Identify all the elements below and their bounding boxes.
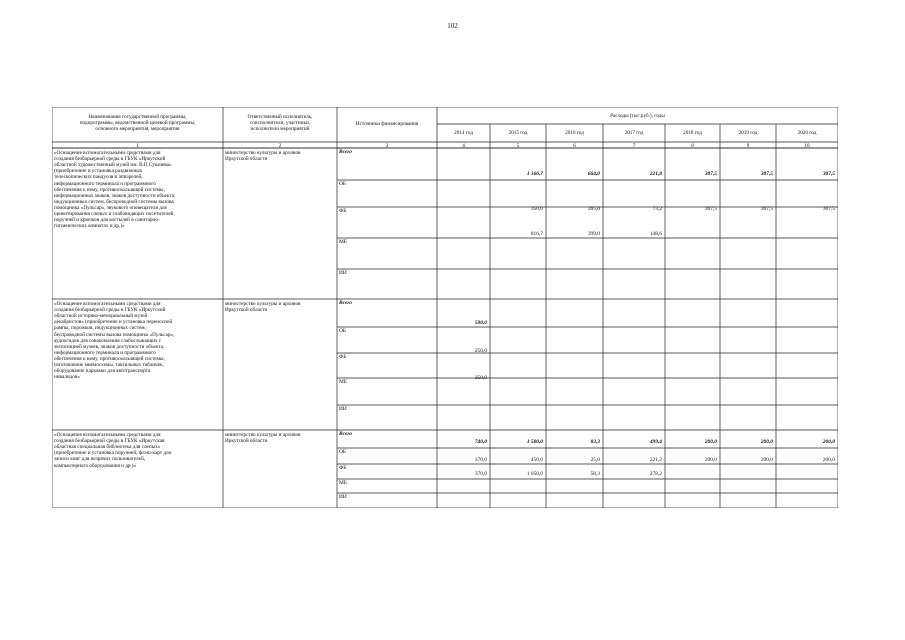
header-source: Источники финансирования	[355, 121, 419, 127]
source-label: ОБ	[339, 328, 346, 334]
measure-name-line: обеспечения к нему, противоскользящей системы,	[54, 186, 165, 193]
value-cell: 307,5	[704, 171, 717, 177]
header-year: 2015 год	[508, 130, 528, 136]
header-year: 2018 год	[683, 130, 702, 136]
header-col-number: 5	[516, 142, 520, 149]
measure-name-line: инвалидов»	[54, 374, 80, 381]
measure-name-line: гигиенических комнатах и др.)»	[54, 223, 125, 230]
value-cell: 221,8	[649, 171, 662, 177]
header-col-number: 4	[462, 142, 465, 149]
header-col-number: 9	[746, 142, 750, 149]
measure-name-line: (приобретение и установка раздвижных	[54, 168, 143, 175]
value-cell: 307,5	[760, 171, 773, 177]
measure-name-line: помощника «Пульсар», звукового оповещателя для	[54, 204, 167, 211]
financing-table	[52, 107, 838, 508]
source-label: Всего	[339, 300, 352, 306]
measure-name-line: беспроводной системы вызова помощника «Пульсар»,	[54, 331, 175, 338]
value-cell: 307,5	[822, 206, 835, 212]
value-cell: 278,2	[649, 471, 662, 477]
value-cell: 148,6	[649, 231, 662, 237]
measure-name-line: информационных знаков, знаков доступности объекта,	[54, 192, 176, 199]
header-year: 2019 год	[738, 130, 758, 136]
measure-name-line: индукционных систем, беспроводной системы вызова	[54, 198, 174, 205]
page-number: 102	[447, 22, 458, 30]
executor-line: Иркутской области	[225, 438, 268, 445]
measure-name-line: телескопических пандусов и аппарелей,	[54, 174, 143, 181]
value-cell: 664,0	[587, 171, 600, 177]
value-cell: 307,5	[760, 206, 773, 212]
measure-name-line: поручней и крючков для костылей в санитарно-	[54, 217, 160, 224]
measure-name-line: областная специальная библиотека для слепых»	[54, 444, 161, 451]
header-expenses: Расходы (тыс.руб.), годы	[610, 113, 665, 119]
header-executor-line: соисполнители, участники,	[249, 120, 311, 127]
executor-line: министерство культуры и архивов	[225, 301, 301, 307]
header-program-line: основного мероприятия, мероприятия	[95, 126, 180, 133]
source-label: ИИ	[339, 494, 347, 500]
source-label: ФБ	[339, 354, 347, 360]
executor-line: министерство культуры и архивов	[225, 432, 301, 438]
measure-name-line: ориентирования слепых и слабовидящих посетителей,	[54, 211, 175, 217]
value-cell: 1 050,0	[526, 471, 543, 477]
measure-name-line: рампы, порожков, индукционных систем,	[54, 325, 146, 332]
value-cell: 265,0	[587, 206, 600, 212]
source-label: МБ	[339, 480, 347, 486]
value-cell: 200,0	[760, 439, 773, 445]
value-cell: 1 166,7	[526, 171, 543, 177]
header-program-line: подпрограммы, ведомственной целевой программы,	[79, 120, 196, 127]
source-label: ИИ	[339, 406, 347, 412]
header-year: 2017 год	[624, 130, 644, 136]
header-executor-line: исполнители мероприятий	[250, 126, 310, 133]
value-cell: 499,4	[649, 439, 662, 445]
header-col-number: 10	[804, 142, 810, 149]
measure-name-line: областной художественный музей им. В.П.Сукачева»	[54, 162, 172, 169]
value-cell: 25,0	[590, 457, 600, 463]
measure-name-line: изготовление мнемосхемы, тактильных табличек,	[54, 362, 164, 368]
source-label: ОБ	[339, 449, 346, 455]
header-year: 2016 год	[565, 130, 584, 136]
value-cell: 200,0	[760, 457, 773, 463]
value-cell: 221,2	[649, 457, 662, 463]
value-cell: 83,3	[590, 439, 600, 445]
source-label: ФБ	[339, 208, 347, 214]
value-cell: 307,5	[704, 206, 717, 212]
measure-name-line: информационного терминала и программного	[54, 180, 156, 187]
executor-line: министерство культуры и архивов	[225, 150, 301, 156]
header-col-number: 3	[385, 142, 389, 149]
header-year: 2014 год	[454, 130, 473, 136]
measure-name-line: декабристов» (приобретение и установка переносной	[54, 319, 173, 326]
measure-name-line: компьютерного оборудования и др.)»	[54, 462, 137, 469]
value-cell: 250,0	[474, 348, 487, 354]
value-cell: 200,0	[704, 457, 717, 463]
source-label: МБ	[339, 239, 347, 245]
header-col-number: 7	[632, 142, 636, 149]
value-cell: 200,0	[704, 439, 717, 445]
source-label: МБ	[339, 379, 347, 385]
measure-name-line: (приобретение и установка поручней, флэш-карт для	[54, 450, 171, 457]
value-cell: 307,5	[822, 171, 835, 177]
value-cell: 73,2	[652, 206, 662, 212]
measure-name-line: аудиогидов для ознакомления слабослышащих с	[54, 337, 162, 344]
value-cell: 200,0	[822, 439, 835, 445]
measure-name-line: оборудование парковки для автотранспорта	[54, 368, 151, 375]
measure-name-line: экспозицией музеев, знаков доступности объекта,	[54, 343, 165, 350]
source-label: Всего	[339, 431, 352, 437]
source-label: ИИ	[339, 270, 347, 276]
value-cell: 740,0	[474, 439, 487, 445]
measure-name-line: «Оснащение вспомогательными средствами для	[54, 301, 161, 307]
header-col-number: 1	[136, 142, 139, 149]
measure-name-line: создания безбарьерной среды в ГБУК «Иркутская	[54, 438, 165, 445]
value-cell: 816,7	[530, 231, 543, 237]
header-year: 2020 год	[797, 130, 817, 136]
header-col-number: 6	[573, 142, 576, 149]
measure-name-line: создания безбарьерной среды в ГБУК «Иркутский	[54, 156, 166, 163]
measure-name-line: «Оснащение вспомогательными средствами для	[54, 432, 161, 438]
header-executor-line: Ответственный исполнитель,	[247, 114, 313, 120]
measure-name-line: информационного терминала и программного	[54, 349, 156, 356]
value-cell: 200,0	[822, 457, 835, 463]
value-cell: 370,0	[474, 457, 487, 463]
measure-name-line: областной историко-мемориальный музей	[54, 313, 148, 320]
source-label: ОБ	[339, 181, 346, 187]
source-label: ФБ	[339, 465, 347, 471]
header-col-number: 2	[278, 142, 282, 149]
executor-line: Иркутской области	[225, 307, 268, 314]
value-cell: 1 500,0	[526, 439, 543, 445]
measure-name-line: записи книг для незрячих пользователей,	[54, 456, 146, 463]
header-program-line: Наименование государственной программы,	[88, 114, 187, 120]
source-label: Всего	[339, 149, 352, 155]
measure-name-line: обеспечения к нему, противоскользящей системы,	[54, 355, 165, 362]
value-cell: 350,0	[530, 206, 543, 212]
value-cell: 399,0	[587, 231, 600, 237]
measure-name-line: «Оснащение вспомогательными средствами для	[54, 150, 161, 156]
value-cell: 58,3	[590, 471, 600, 477]
executor-line: Иркутской области	[225, 156, 268, 163]
value-cell: 250,0	[474, 375, 487, 381]
measure-name-line: создания безбарьерной среды в ГБУК «Иркутский	[54, 307, 166, 314]
value-cell: 370,0	[474, 471, 487, 477]
value-cell: 500,0	[474, 320, 487, 326]
value-cell: 450,0	[530, 457, 543, 463]
header-col-number: 8	[691, 142, 694, 149]
